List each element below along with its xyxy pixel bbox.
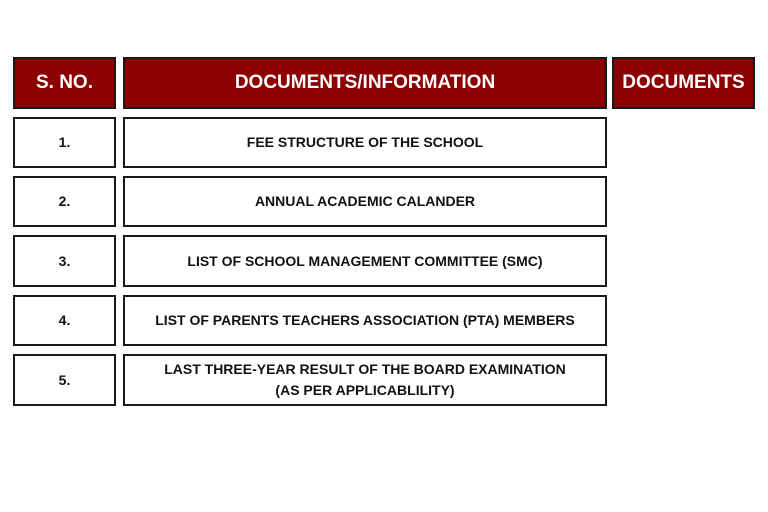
table-row-1-document: FEE STRUCTURE OF THE SCHOOL bbox=[123, 117, 607, 168]
table-row-2-document: ANNUAL ACADEMIC CALANDER bbox=[123, 176, 607, 227]
table-row-5-document-line-1: LAST THREE-YEAR RESULT OF THE BOARD EXAMINATION bbox=[164, 361, 566, 377]
table-row-4-document: LIST OF PARENTS TEACHERS ASSOCIATION (PTA) MEMBERS bbox=[123, 295, 607, 346]
table-row-4-sno: 4. bbox=[13, 295, 116, 346]
table-row-3-document: LIST OF SCHOOL MANAGEMENT COMMITTEE (SMC) bbox=[123, 235, 607, 287]
table-row-3-sno: 3. bbox=[13, 235, 116, 287]
table-row-5-sno: 5. bbox=[13, 354, 116, 406]
table-row-5-document-line-2: (AS PER APPLICABLILITY) bbox=[275, 382, 455, 398]
table-row-5-document bbox=[123, 354, 607, 406]
header-sno: S. NO. bbox=[13, 57, 116, 109]
table-row-2-sno: 2. bbox=[13, 176, 116, 227]
header-documents: DOCUMENTS bbox=[612, 57, 755, 109]
header-documents-information: DOCUMENTS/INFORMATION bbox=[123, 57, 607, 109]
table-row-1-sno: 1. bbox=[13, 117, 116, 168]
